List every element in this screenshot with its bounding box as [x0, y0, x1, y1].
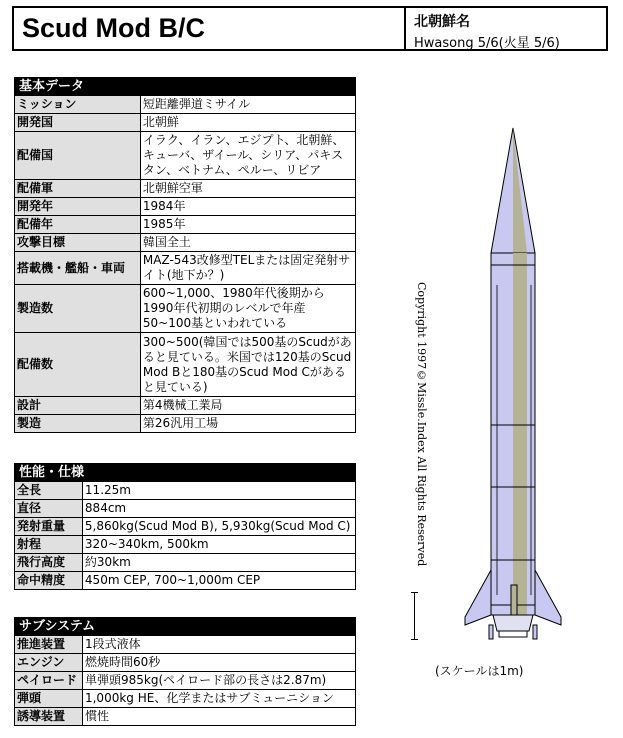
row-label: 配備年 — [15, 216, 141, 234]
missile-illustration — [455, 125, 565, 655]
row-label: 製造 — [15, 415, 141, 433]
row-value: MAZ-543改修型TELまたは固定発射サイト(地下か？) — [140, 252, 355, 285]
row-label: 開発年 — [15, 198, 141, 216]
row-label: 発射重量 — [15, 518, 83, 536]
row-value: 300~500(韓国では500基のScudがあると見ている。米国では120基のScud Mod Bと180基のScud Mod Cがあると見ている) — [140, 333, 355, 397]
nozzle-exit — [499, 631, 527, 637]
row-value: 1,000kg HE、化学またはサブミューニション — [82, 690, 355, 708]
left-fin — [465, 570, 491, 625]
row-label: 飛行高度 — [15, 554, 83, 572]
subsystem-table — [14, 617, 356, 726]
table-row — [15, 234, 356, 252]
table-row — [15, 708, 356, 726]
row-value: 第26汎用工場 — [140, 415, 355, 433]
scale-bar — [414, 592, 415, 640]
body-stripe — [513, 253, 527, 615]
table-row — [15, 216, 356, 234]
table-row — [15, 198, 356, 216]
table-row — [15, 572, 356, 590]
row-value: 1985年 — [140, 216, 355, 234]
title-box — [12, 6, 608, 51]
korean-name-label: 北朝鮮名 — [414, 14, 470, 30]
performance-header: 性能・仕様 — [15, 464, 356, 482]
table-row — [15, 636, 356, 654]
row-label: 誘導装置 — [15, 708, 83, 726]
missile-title: Scud Mod B/C — [14, 8, 406, 49]
row-value: イラク、イラン、エジプト、北朝鮮、キューバ、ザイール、シリア、パキスタン、ベトナム、ペルー、リビア — [140, 132, 355, 180]
table-row — [15, 536, 356, 554]
table-row — [15, 114, 356, 132]
table-row — [15, 132, 356, 180]
table-row — [15, 690, 356, 708]
row-label: 射程 — [15, 536, 83, 554]
missile-svg — [455, 125, 565, 655]
row-label: 配備軍 — [15, 180, 141, 198]
row-label: 推進装置 — [15, 636, 83, 654]
row-value: 600~1,000、1980年代後期から1990年代初期のレベルで年産50~100基といわれている — [140, 285, 355, 333]
korean-name: Hwasong 5/6(火星 5/6) — [414, 36, 560, 51]
row-label: 命中精度 — [15, 572, 83, 590]
row-label: 直径 — [15, 500, 83, 518]
row-value: 慣性 — [82, 708, 355, 726]
table-row — [15, 333, 356, 397]
row-value: 884cm — [82, 500, 355, 518]
row-label: 搭載機・艦船・車両 — [15, 252, 141, 285]
row-value: 第4機械工業局 — [140, 397, 355, 415]
subsystem-header: サブシステム — [15, 618, 356, 636]
row-label: エンジン — [15, 654, 83, 672]
row-value: 北朝鮮空軍 — [140, 180, 355, 198]
table-row — [15, 672, 356, 690]
row-label: 開発国 — [15, 114, 141, 132]
table-row — [15, 654, 356, 672]
row-value: 1984年 — [140, 198, 355, 216]
row-value: 320~340km, 500km — [82, 536, 355, 554]
row-value: 北朝鮮 — [140, 114, 355, 132]
row-value: 1段式液体 — [82, 636, 355, 654]
table-row — [15, 554, 356, 572]
row-label: 弾頭 — [15, 690, 83, 708]
row-label: 攻撃目標 — [15, 234, 141, 252]
table-row — [15, 285, 356, 333]
row-label: ペイロード — [15, 672, 83, 690]
row-value: 5,860kg(Scud Mod B), 5,930kg(Scud Mod C) — [82, 518, 355, 536]
right-fin — [535, 570, 561, 625]
nozzle — [493, 615, 533, 631]
table-row — [15, 500, 356, 518]
row-label: ミッション — [15, 96, 141, 114]
performance-table — [14, 463, 356, 590]
row-label: 配備国 — [15, 132, 141, 180]
row-label: 全長 — [15, 482, 83, 500]
basic-data-header: 基本データ — [15, 78, 356, 96]
table-row — [15, 252, 356, 285]
row-value: 11.25m — [82, 482, 355, 500]
table-row — [15, 180, 356, 198]
copyright-text: Copyright 1997©Missle.Index All Rights Reserved — [415, 282, 428, 567]
row-label: 製造数 — [15, 285, 141, 333]
table-row — [15, 518, 356, 536]
row-value: 単弾頭985kg(ペイロード部の長さは2.87m) — [82, 672, 355, 690]
row-value: 約30km — [82, 554, 355, 572]
row-label: 配備数 — [15, 333, 141, 397]
row-value: 450m CEP, 700~1,000m CEP — [82, 572, 355, 590]
row-label: 設計 — [15, 397, 141, 415]
table-row — [15, 96, 356, 114]
table-row — [15, 397, 356, 415]
table-row — [15, 482, 356, 500]
row-value: 燃焼時間60秒 — [82, 654, 355, 672]
row-value: 短距離弾道ミサイル — [140, 96, 355, 114]
table-row — [15, 415, 356, 433]
basic-data-table — [14, 77, 356, 433]
row-value: 韓国全土 — [140, 234, 355, 252]
scale-label: (スケールは1m) — [435, 664, 524, 678]
